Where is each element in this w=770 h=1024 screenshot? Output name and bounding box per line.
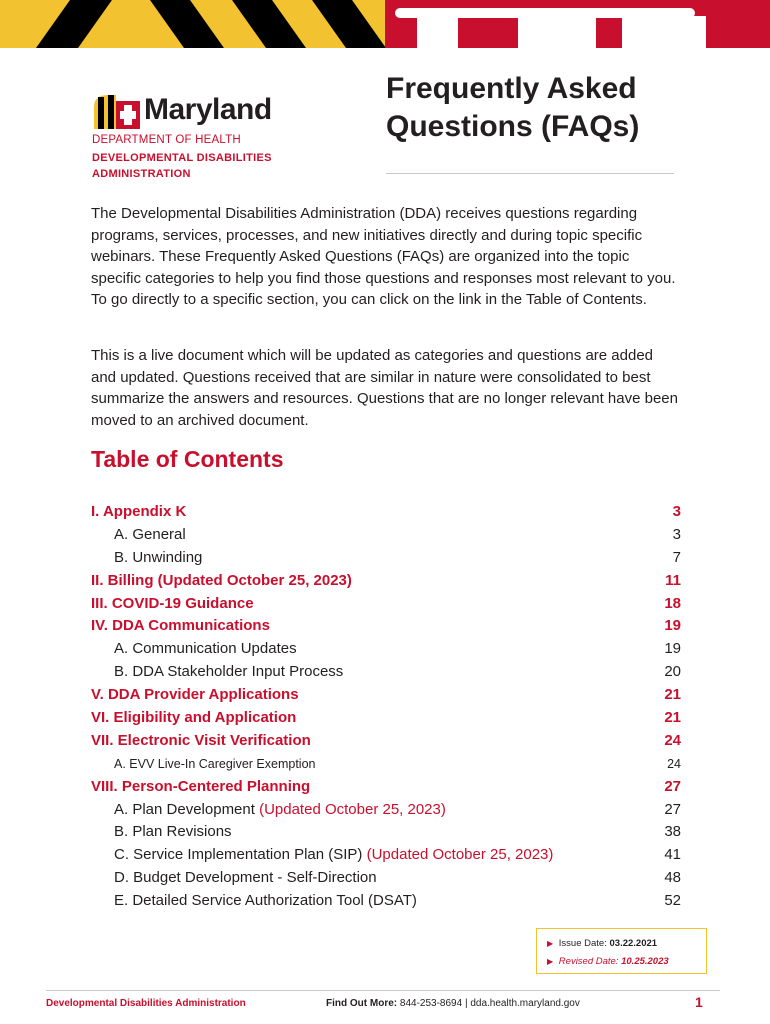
page-title-line1: Frequently Asked	[386, 72, 637, 105]
toc-entry-covid-19-guidance[interactable]	[91, 593, 681, 616]
toc-entry-page[interactable]: 19	[664, 617, 681, 635]
toc-entry-dda-communications[interactable]	[91, 615, 681, 638]
toc-entry-plan-revisions[interactable]	[91, 821, 681, 844]
intro-paragraph-2: This is a live document which will be updated as categories and questions are added and updated. Questions received that are similar in nature were consolidated to best summarize the answers and resources. Questions that are no longer relevant have been moved to an archived document.	[91, 347, 678, 429]
toc-entry-unwinding[interactable]	[91, 547, 681, 570]
page-number: 1	[695, 994, 703, 1010]
toc-entry-eligibility-and-application[interactable]	[91, 707, 681, 730]
toc-entry-page[interactable]: 7	[672, 548, 681, 566]
maryland-crest-icon	[92, 93, 142, 131]
toc-entry-page[interactable]: 52	[664, 892, 681, 910]
logo-administration	[92, 150, 292, 182]
toc-entry-page[interactable]: 24	[664, 731, 681, 749]
toc-entry-label[interactable]: VI. Eligibility and Application	[91, 709, 297, 727]
toc-entry-general[interactable]	[91, 524, 681, 547]
footer-contact	[326, 998, 580, 1009]
toc-entry-label-wrap[interactable]	[114, 844, 553, 866]
toc-entry-label[interactable]: D. Budget Development - Self-Direction	[114, 869, 377, 887]
page-title	[386, 70, 706, 146]
toc-entry-label[interactable]: A. Communication Updates	[114, 640, 297, 658]
logo-administration-line2: ADMINISTRATION	[92, 168, 191, 180]
footer-findout-value[interactable]: 844-253-8694 | dda.health.maryland.gov	[399, 998, 580, 1009]
toc-entry-page[interactable]: 3	[672, 525, 681, 543]
revised-date-line	[547, 953, 706, 971]
toc-entry-communication-updates[interactable]	[91, 638, 681, 661]
flag-pattern-graphic	[0, 0, 770, 48]
page-title-line2: Questions (FAQs)	[386, 110, 640, 143]
toc-entry-label[interactable]: I. Appendix K	[91, 503, 187, 520]
toc-entry-provider-applications[interactable]	[91, 684, 681, 707]
issue-date-box	[536, 928, 707, 974]
toc-entry-person-centered-planning[interactable]	[91, 776, 681, 799]
issue-date-value: 03.22.2021	[609, 938, 658, 949]
toc-entry-page[interactable]: 21	[664, 709, 681, 727]
toc-entry-billing[interactable]	[91, 570, 681, 593]
toc-entry-label[interactable]: C. Service Implementation Plan (SIP)	[114, 846, 367, 864]
toc-entry-label[interactable]: A. EVV Live-In Caregiver Exemption	[114, 756, 316, 771]
toc-entry-label[interactable]: A. Plan Development	[114, 800, 260, 818]
toc-entry-page[interactable]: 21	[664, 686, 681, 704]
toc-entry-label[interactable]: V. DDA Provider Applications	[91, 686, 299, 704]
toc-entry-updated-note[interactable]: (Updated October 25, 2023)	[259, 800, 446, 818]
logo-administration-line1: DEVELOPMENTAL DISABILITIES	[92, 152, 272, 164]
toc-entry-page[interactable]: 18	[664, 594, 681, 612]
toc-entry-page[interactable]: 27	[664, 800, 681, 818]
toc-entry-page[interactable]: 3	[672, 503, 681, 520]
footer-divider	[46, 990, 720, 991]
toc-entry-label[interactable]: VII. Electronic Visit Verification	[91, 731, 311, 749]
toc-entry-page[interactable]: 38	[664, 823, 681, 841]
toc-entry-page[interactable]: 24	[667, 756, 681, 771]
toc-entry-label[interactable]: III. COVID-19 Guidance	[91, 594, 254, 612]
triangle-bullet-icon: ▶	[547, 957, 554, 966]
toc-entry-label[interactable]: IV. DDA Communications	[91, 617, 270, 635]
toc-entry-budget-development[interactable]	[91, 867, 681, 890]
revised-date-value: 10.25.2023	[621, 956, 669, 967]
intro-paragraph-1: The Developmental Disabilities Administration (DDA) receives questions regarding programs, services, processes, and new initiatives directly and during topic specific webinars. These Frequently Asked Questions (FAQs) are organized into the topic specific categories to help you find those questions and responses most relevant to you. To go directly to a specific section, you can click on the link in the Table of Contents.	[91, 205, 676, 309]
toc-entry-service-implementation-plan[interactable]	[91, 844, 681, 867]
triangle-bullet-icon: ▶	[547, 939, 554, 948]
toc-entry-label-wrap[interactable]	[114, 799, 446, 821]
toc-entry-page[interactable]: 27	[664, 777, 681, 795]
toc-entry-page[interactable]: 48	[664, 869, 681, 887]
toc-entry-label[interactable]: B. Unwinding	[114, 548, 203, 566]
toc-entry-label[interactable]: E. Detailed Service Authorization Tool (DSAT)	[114, 892, 417, 910]
footer-findout-label: Find Out More:	[326, 998, 398, 1009]
footer-organization: Developmental Disabilities Administration	[46, 998, 246, 1009]
toc-entry-updated-note[interactable]: (Updated October 25, 2023)	[366, 846, 554, 864]
maryland-flag-banner	[0, 0, 770, 48]
toc-entry-appendix-k[interactable]	[91, 501, 681, 524]
toc-entry-label[interactable]: A. General	[114, 525, 186, 543]
logo-wordmark: Maryland	[144, 93, 272, 126]
toc-entry-dsat[interactable]	[91, 890, 681, 913]
table-of-contents	[91, 501, 681, 913]
toc-entry-electronic-visit-verification[interactable]	[91, 730, 681, 753]
toc-entry-page[interactable]: 41	[664, 846, 681, 864]
issue-date-line	[547, 935, 706, 953]
toc-entry-label[interactable]: II. Billing (Updated October 25, 2023)	[91, 571, 352, 589]
logo-department: DEPARTMENT OF HEALTH	[92, 134, 241, 146]
revised-date-label: Revised Date:	[558, 956, 619, 967]
toc-entry-page[interactable]: 20	[664, 663, 681, 681]
issue-date-label: Issue Date:	[558, 938, 607, 949]
toc-entry-page[interactable]: 19	[664, 640, 681, 658]
toc-entry-evv-live-in-caregiver-exemption[interactable]	[91, 753, 681, 776]
toc-heading: Table of Contents	[91, 446, 284, 472]
toc-entry-plan-development[interactable]	[91, 799, 681, 822]
toc-entry-page[interactable]: 11	[665, 571, 681, 589]
toc-entry-stakeholder-input-process[interactable]	[91, 661, 681, 684]
toc-entry-label[interactable]: B. Plan Revisions	[114, 823, 232, 841]
toc-entry-label[interactable]: VIII. Person-Centered Planning	[91, 777, 311, 795]
title-divider	[386, 173, 674, 174]
toc-entry-label[interactable]: B. DDA Stakeholder Input Process	[114, 663, 344, 681]
